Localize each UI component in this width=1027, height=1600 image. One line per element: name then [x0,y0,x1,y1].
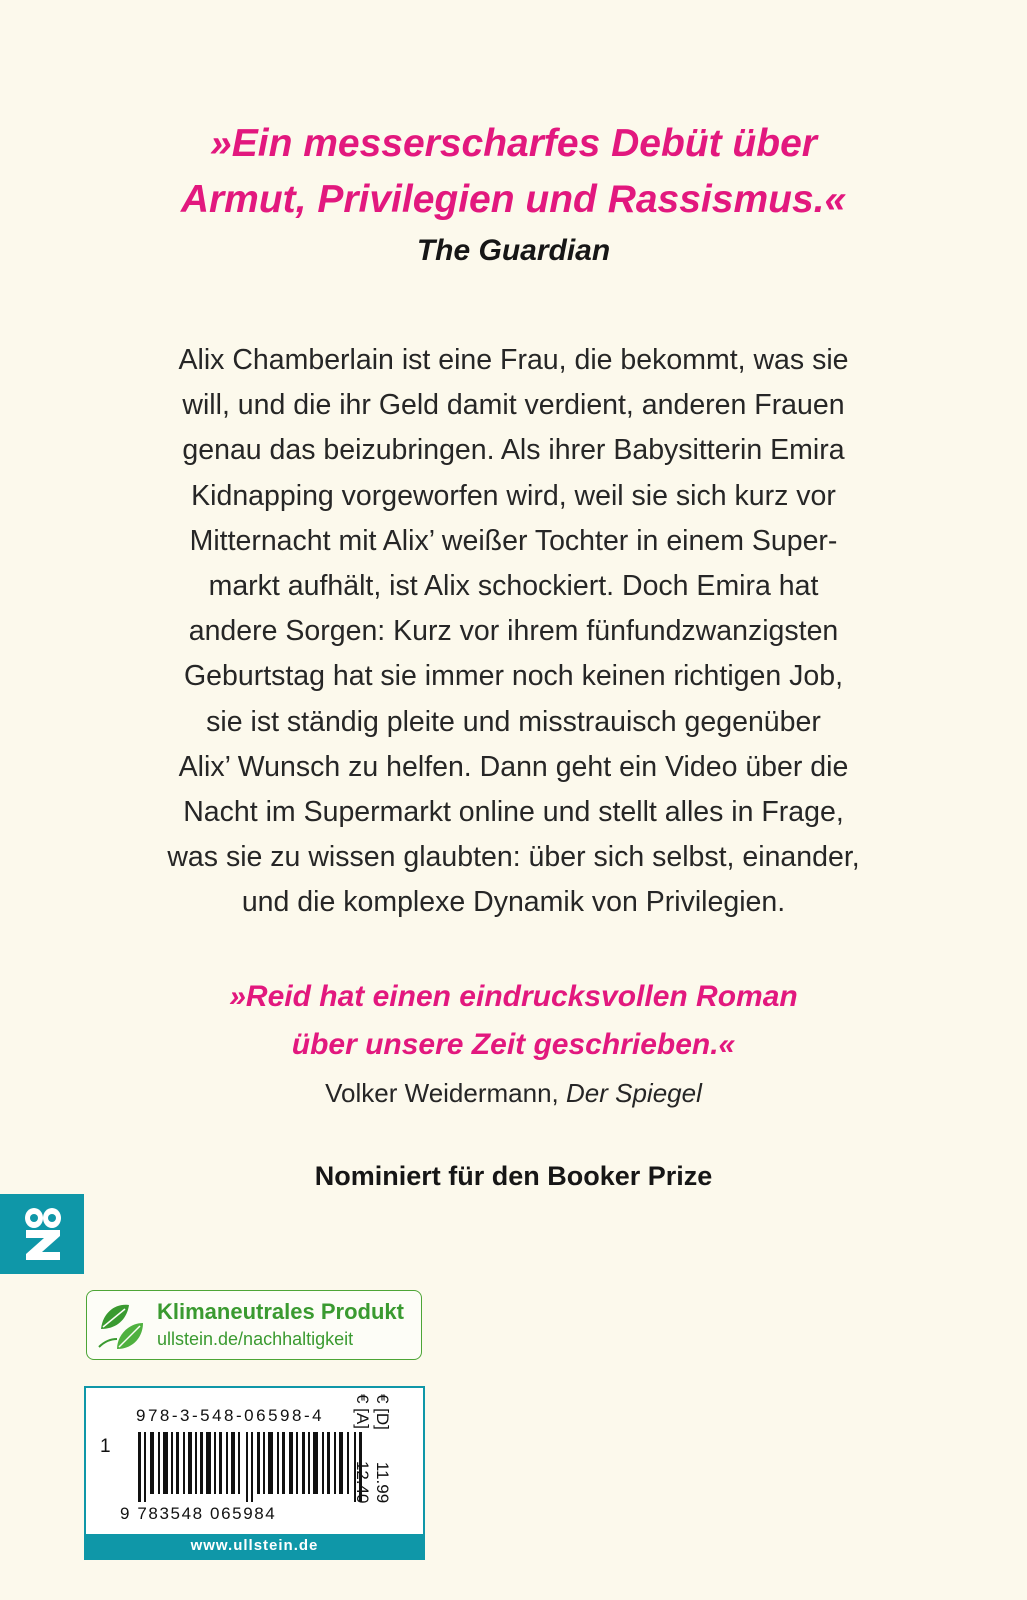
eco-badge-url: ullstein.de/nachhaltigkeit [157,1329,354,1349]
review-quote-source [0,1078,1027,1109]
price-austria-amount: 12.40 [353,1460,372,1504]
headline-quote-source: The Guardian [416,234,611,267]
blurb-line: markt aufhält, ist Alix schockiert. Doch Emira hat [208,570,819,603]
blurb-line: andere Sorgen: Kurz vor ihrem fünfundzwanzigsten [188,615,839,648]
blurb-line: genau das beizubringen. Als ihrer Babysitterin Emira [182,434,845,467]
ean-number: 9 783548 065984 [120,1504,277,1523]
headline-quote [0,116,1027,228]
blurb-line: Kidnapping vorgeworfen wird, weil sie sich kurz vor [191,479,836,512]
owl-logo-graphic [0,1194,84,1274]
price-austria [352,1394,372,1504]
publisher-website: www.ullstein.de [86,1534,423,1558]
ullstein-owl-icon [0,1194,84,1274]
price-germany-label: € [D] [373,1394,392,1430]
blurb-line: sie ist ständig pleite und misstrauisch gegenüber [206,705,821,738]
blurb-line: will, und die ihr Geld damit verdient, anderen Frauen [182,389,845,422]
book-blurb [0,338,1027,926]
blurb-line: was sie zu wissen glaubten: über sich selbst, einander, [167,841,860,874]
review-quote-line: »Reid hat einen eindrucksvollen Roman [229,980,798,1013]
award-nomination: Nominiert für den Booker Prize [314,1161,713,1191]
price-block-austria [353,1394,396,1532]
barcode-leading-digit: 1 [100,1436,111,1457]
barcode-bars [138,1432,370,1502]
blurb-line: Geburtstag hat sie immer noch keinen richtigen Job, [183,660,843,693]
headline-quote-line: Armut, Privilegien und Rassismus.« [180,178,847,221]
price-austria-label: € [A] [353,1394,372,1429]
barcode-panel [84,1386,425,1560]
blurb-line: Nacht im Supermarkt online und stellt alles in Frage, [183,796,844,829]
review-publication: Der Spiegel [566,1078,702,1108]
price-germany-amount: 11.99 [373,1461,392,1504]
eco-badge-title: Klimaneutrales Produkt [157,1299,404,1324]
isbn-number: 978-3-548-06598-4 [136,1406,325,1425]
review-quote-line: über unsere Zeit geschrieben.« [291,1028,736,1061]
blurb-line: Mitternacht mit Alix’ weißer Tochter in einem Super- [189,524,838,557]
climate-neutral-badge [86,1290,422,1360]
review-author: Volker Weidermann, [325,1078,566,1108]
review-quote [0,973,1027,1069]
blurb-line: und die komplexe Dynamik von Privilegien. [241,886,786,919]
blurb-line: Alix Chamberlain ist eine Frau, die bekommt, was sie [178,344,849,376]
blurb-line: Alix’ Wunsch zu helfen. Dann geht ein Video über die [178,750,849,783]
headline-quote-line: »Ein messerscharfes Debüt über [210,122,817,165]
leaf-icon [95,1297,151,1353]
